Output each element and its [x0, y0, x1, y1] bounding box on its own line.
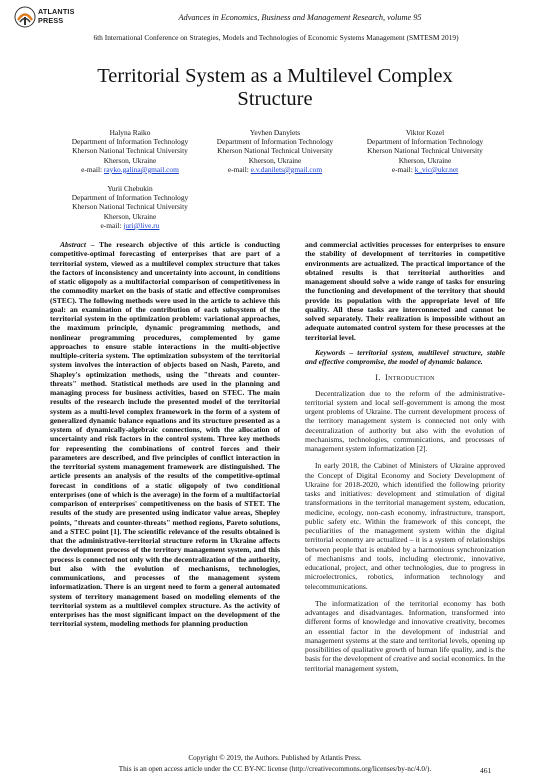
left-column [50, 240, 280, 629]
body-paragraph: The informatization of the territorial economy has both advantages and disadvantages. Information, transformed into different forms of knowledge and innovative creativity, becomes an essential factor in the development of industrial and management systems at the state and territorial levels, opening up possibilities of qualitative growth of human life quality, and is the basis for the development of creative and social economics. In the territorial management system, [305, 598, 505, 673]
body-paragraph: In early 2018, the Cabinet of Ministers of Ukraine approved the Concept of Digital Economy and Society Development of Ukraine for 2018-2020, which identified the following priority tasks and initiatives: development and stimulation of digital transformations in the territorial management system, education, medicine, ecology, non-cash economy, infrastructure, transport, public safety etc. Within the framework of this concept, the peculiarities of the management system within the digital territorial economy are actualized – it is a system of relationships between people that is enabled by a harmonious synchronization of mechanisms and tools, including electronic, innovative, educational, project, and other technologies, due to progress in microelectronics, robotics, information technology and telecommunications. [305, 461, 505, 591]
section-title: Introduction [385, 373, 435, 383]
license-notice: This is an open access article under the CC BY-NC license (http://creativecommons.org/licenses/by-nc/4.0/). [118, 765, 432, 773]
page-number: 461 [480, 766, 492, 775]
author-name: Yurii Chebukin [107, 184, 153, 193]
author-department: Department of Information Technology [216, 137, 334, 147]
section-numeral: I. [375, 373, 381, 383]
author-city: Kherson, Ukraine [248, 155, 302, 165]
abstract-dash: – [86, 240, 100, 249]
section-heading [305, 373, 505, 382]
abstract-lead: Abstract [60, 240, 86, 249]
author-email-line [190, 165, 360, 174]
author-name: Yevhen Danylets [249, 128, 301, 137]
conference-name: 6th International Conference on Strategies, Models and Technologies of Economic Systems Management (SMTESM 2019) [93, 33, 459, 42]
author-department: Department of Information Technology [71, 137, 189, 147]
email-label: e-mail: [100, 220, 122, 230]
author-email-link[interactable]: e.v.danilets@gmail.com [250, 164, 323, 174]
author-email-link[interactable]: juri@live.ru [123, 220, 160, 230]
author-city: Kherson, Ukraine [103, 155, 157, 165]
author-name: Viktor Kozel [405, 128, 445, 137]
author-block [340, 128, 510, 174]
publisher-logo [14, 6, 74, 32]
abstract-paragraph [50, 240, 280, 629]
right-column [305, 240, 505, 681]
logo-text-line2: PRESS [38, 16, 64, 25]
author-block [45, 184, 215, 230]
author-city: Kherson, Ukraine [103, 211, 157, 221]
paper-title [60, 65, 490, 111]
body-paragraph: Decentralization due to the reform of the administrative-territorial system and local self-government is among the most urgent problems of Ukraine. The current development process of the territory management system is connected not only with decentralization of authority but also with the evolution of mechanisms, technologies, communications, and processes of management system informatization [2]. [305, 388, 505, 453]
keywords: Keywords – territorial system, multilevel structure, stable and effective compromise, the model of dynamic balance. [305, 347, 505, 366]
paper-title-line2: Structure [237, 88, 313, 110]
author-email-link[interactable]: k_vic@ukr.net [414, 164, 459, 174]
abstract-continuation: and commercial activities processes for enterprises to ensure the stability of development of territories in competitive environments are actualized. The practical importance of the obtained results is that territorial authorities and management should solve a wide range of tasks for ensuring the functioning and development of the territory that should provide its population with the appropriate level of life quality. All these tasks are interconnected and cannot be solved separately. Their realization is impossible without an adequate automated control system for these processes at the territorial level. [305, 240, 505, 342]
author-name: Halyna Raiko [109, 128, 151, 137]
email-label: e-mail: [81, 164, 103, 174]
email-label: e-mail: [391, 164, 413, 174]
logo-wordmark [38, 7, 75, 25]
author-organization: Kherson National Technical University [367, 146, 483, 156]
copyright-notice: Copyright © 2019, the Authors. Published by Atlantis Press. [188, 754, 362, 762]
author-department: Department of Information Technology [71, 193, 189, 203]
author-organization: Kherson National Technical University [72, 146, 188, 156]
author-email-link[interactable]: rayko.galina@gmail.com [103, 164, 179, 174]
author-organization: Kherson National Technical University [72, 202, 188, 212]
author-department: Department of Information Technology [366, 137, 484, 147]
author-email-line [45, 221, 215, 230]
email-label: e-mail: [227, 164, 249, 174]
author-block [190, 128, 360, 174]
atlantis-press-logo-icon [14, 6, 36, 28]
logo-text-line1: ATLANTIS [38, 7, 75, 16]
journal-title: Advances in Economics, Business and Management Research, volume 95 [178, 13, 422, 22]
abstract-body: The research objective of this article is conducting competitive-optimal forecasting of enterprises that are part of a territorial system, viewed as a multilevel complex structure that takes the factors of inconsistency and uncertainty into account, in conditions of static oligopoly as a multifactorial comparison of competitiveness in the commodity market on the basis of static and effective compromises (STEC). The following methods were used in the article to achieve this goal: an examination of the contribution of each subsystem of the territorial system in the optimization problem: variational approaches, the maximum principle, dynamic programming methods, and nonlinear programming procedures, complemented by game approaches to ensure stable interactions in the multi-objective multiple-criteria system. The optimization subsystem of the territorial system involves the interaction of objects based on Nash, Pareto, and Shapley's optimization methods, using the "threats and counter-threats" method. Statistical methods are used in the planning and managing process for business activities, based on STEC. The main results of the research include the presented model of the territorial system as a multi-level complex framework in the form of a system of generalized dynamic balance equations and its structure presented as a system of dynamically-algebraic connections, with the allocation of uncertainty and risk factors in the control system. Three key methods for representing the combinations of control forces and their parameters are described, and five principles of conflict interaction in the territorial system management framework are distinguished. The article presents an analysis of the results of the competitive-optimal forecast in conditions of a static oligopoly of two conditional enterprises (one of which is the average) in the form of a multifactorial comparison of enterprises' competitiveness on the basis of STET. The results of the study are presented using indicator value areas, Shepley points, "threats and counter-threats" method regions, Pareto solutions, and a STEC point [1]. The scientific relevance of the results obtained is that the administrative-territorial structure reform in Ukraine affects the development process of the territory management system, and this process is connected not only with the decentralization of the authority, but also with the evolution of mechanisms, technologies, communications, and processes of the management system informatization. There is an urgent need to form a general automated system of territory management based on modeling elements of the territorial system as a multilevel complex structure. As the activity of enterprises has the most significant impact on the development of the territorial system, modeling methods for planning production [50, 240, 280, 629]
author-email-line [340, 165, 510, 174]
author-city: Kherson, Ukraine [398, 155, 452, 165]
author-organization: Kherson National Technical University [217, 146, 333, 156]
paper-title-line1: Territorial System as a Multilevel Complex [97, 65, 453, 87]
